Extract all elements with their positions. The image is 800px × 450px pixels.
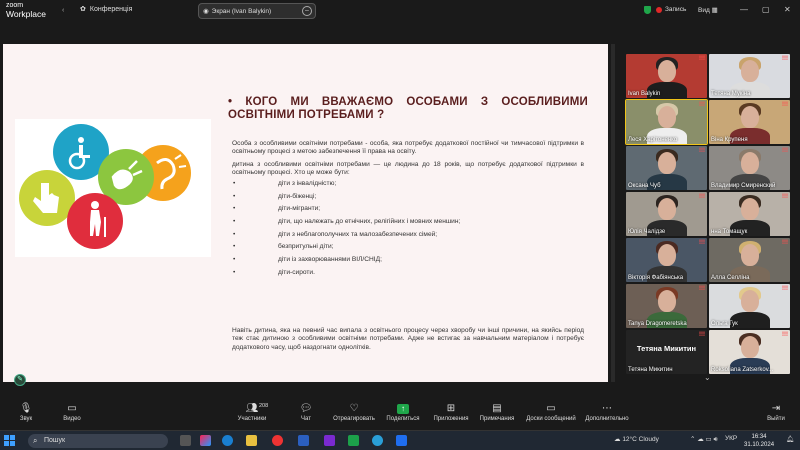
participant-name: Вікторія Фабіянська (628, 275, 684, 281)
muted-mic-icon: !!! (782, 240, 788, 246)
apps-button[interactable] (426, 402, 476, 422)
participant-tile[interactable] (709, 284, 790, 328)
participant-tile[interactable] (626, 100, 707, 144)
participant-tile[interactable] (709, 238, 790, 282)
muted-mic-icon: !!! (699, 102, 705, 108)
muted-mic-icon: !!! (782, 148, 788, 154)
share-button[interactable] (378, 402, 428, 422)
apps-label: Приложения (433, 416, 469, 422)
participant-tile[interactable] (709, 54, 790, 98)
view-label: Вид (698, 7, 710, 14)
participant-name: нна Томащук (711, 229, 748, 235)
copilot-icon[interactable] (200, 435, 211, 446)
muted-mic-icon: !!! (782, 286, 788, 292)
cloud-icon: ☁ (614, 436, 621, 443)
minimize-icon[interactable]: — (740, 5, 748, 14)
title-bar (0, 0, 800, 22)
muted-mic-icon: !!! (782, 56, 788, 62)
muted-mic-icon: !!! (699, 56, 705, 62)
leave-button[interactable] (751, 402, 800, 422)
clock[interactable] (744, 433, 774, 449)
paw-icon: ✿ (80, 6, 86, 13)
list-item: • діти-мігранти; (232, 205, 584, 218)
whiteboard-icon: ▭ (546, 403, 556, 414)
annotate-pen-icon[interactable]: ✎ (14, 374, 26, 386)
clock-time: 16:34 (751, 434, 767, 440)
notes-button[interactable] (472, 402, 522, 422)
participants-label: Участники (237, 416, 267, 422)
video-button[interactable] (47, 402, 97, 422)
clock-date: 31.10.2024 (744, 442, 775, 448)
participant-tile[interactable] (626, 54, 707, 98)
menu-chevron-icon[interactable]: ‹ (62, 7, 65, 14)
taskbar-search[interactable]: ⌕ Пошук (28, 434, 168, 448)
task-view-icon[interactable] (180, 435, 191, 446)
zoom-logo (6, 2, 46, 18)
leave-icon: ⇥ (771, 403, 781, 414)
muted-mic-icon: !!! (782, 194, 788, 200)
share-screen-icon: ↑ (378, 402, 428, 416)
participant-tile[interactable] (626, 238, 707, 282)
close-icon[interactable]: ✕ (784, 5, 791, 14)
whiteboards-label: Доски сообщений (526, 416, 576, 422)
participant-name: Тетяна Мукіна (711, 91, 751, 97)
video-label: Видео (63, 416, 81, 422)
muted-mic-icon: 🎙︎ (19, 403, 33, 414)
muted-mic-icon: !!! (782, 102, 788, 108)
view-menu[interactable]: Вид ▦ (698, 7, 718, 14)
participant-name: Владимир Смиренский (711, 183, 776, 189)
whiteboards-button[interactable] (526, 402, 576, 422)
participant-name: Віна Крупеня (711, 137, 748, 143)
participant-tile[interactable] (709, 192, 790, 236)
list-item: • діти з інвалідністю; (232, 180, 584, 193)
share-label: Поделиться (386, 416, 420, 422)
participant-name: Оксана Чуб (628, 183, 661, 189)
apps-icon: ⊞ (446, 403, 456, 414)
shared-slide (3, 44, 608, 382)
share-label: Экран (Ivan Balykin) (211, 7, 272, 15)
react-label: Отреагировать (333, 416, 375, 422)
windows-taskbar (0, 430, 800, 450)
participant-name: Tanya Dragomeretska (628, 321, 687, 327)
edge-icon[interactable] (222, 435, 233, 446)
slide-title: • КОГО МИ ВВАЖАЄМО ОСОБАМИ З ОСОБЛИВИМИ ОСВІТНІМИ ПОТРЕБАМИ ? (228, 96, 588, 121)
chat-label: Чат (301, 416, 311, 422)
user-avatar-icon: ◉ (203, 8, 209, 15)
logo-top: zoom (6, 2, 24, 9)
muted-mic-icon: !!! (782, 332, 788, 338)
participant-tile[interactable] (709, 100, 790, 144)
windows-start-icon[interactable] (4, 435, 15, 446)
chat-button[interactable] (281, 402, 331, 422)
participants-button[interactable] (227, 402, 277, 422)
splitter-handle[interactable] (611, 44, 615, 382)
participant-gallery (626, 54, 792, 373)
muted-mic-icon: !!! (699, 148, 705, 154)
muted-mic-icon: !!! (699, 286, 705, 292)
tray-icons[interactable]: ⌃ ☁ ▭ 🔊︎ (690, 436, 718, 443)
list-item: • діти із захворюваннями ВІЛ/СНІД; (232, 256, 584, 269)
word-icon[interactable] (298, 435, 309, 446)
explorer-icon[interactable] (246, 435, 257, 446)
list-item: • безпритульні діти; (232, 243, 584, 256)
more-icon: ⋯ (602, 403, 612, 414)
chat-icon: 💬︎ (299, 403, 313, 414)
security-shield-icon[interactable] (644, 6, 651, 14)
leave-label: Выйти (767, 416, 785, 422)
meeting-info[interactable] (80, 5, 132, 13)
participant-count: 208 (259, 403, 269, 409)
meeting-toolbar (0, 400, 800, 430)
audio-label: Звук (19, 416, 33, 422)
gallery-scroll-down-icon[interactable]: ⌄ (704, 373, 711, 382)
definition-paragraph: Особа з особливими освітніми потребами - особа, яка потребує додаткової постійної чи тимчасової підтримки в освітньому процесі з метою забезпечення її права на освіту. (232, 140, 584, 156)
participant-name: Roksoliana Zatserkov... (711, 367, 774, 373)
participant-tile[interactable] (709, 146, 790, 190)
video-off-icon: ▭ (67, 403, 77, 414)
people-icon: 👥︎ (245, 403, 259, 414)
muted-mic-icon: !!! (699, 240, 705, 246)
zoom-taskbar-icon[interactable] (396, 435, 407, 446)
participant-tile[interactable] (626, 146, 707, 190)
logo-bottom: Workplace (6, 9, 46, 19)
notes-icon: ▤ (492, 403, 502, 414)
viber-icon[interactable] (324, 435, 335, 446)
participant-name: Юлія Чалідзе (628, 229, 666, 235)
muted-mic-icon: !!! (699, 194, 705, 200)
participant-tile[interactable] (626, 330, 707, 374)
weather-widget[interactable] (614, 435, 659, 443)
telegram-icon[interactable] (372, 435, 383, 446)
audio-button[interactable] (1, 402, 51, 422)
participant-name: Леся Харітоненко (628, 137, 678, 143)
notifications-icon[interactable]: 🔔︎ (786, 436, 795, 443)
heart-icon: ♡ (349, 403, 359, 414)
record-dot-icon (656, 7, 662, 13)
child-definition-paragraph: дитина з особливими освітніми потребами — це людина до 18 років, що потребує додаткової підтримки в освітньому процесі. Хто це може бути: (232, 161, 584, 177)
video-off-name: Тетяна Микитин (636, 344, 697, 353)
list-item: • діти, що належать до етнічних, релігійних і мовних меншин; (232, 218, 584, 231)
participant-name: Ольга Гук (711, 321, 738, 327)
list-item: • діти-сироти. (232, 269, 584, 282)
meeting-label: Конференція (89, 5, 133, 13)
participant-tile[interactable] (626, 192, 707, 236)
weather-text: 12°C Cloudy (622, 436, 659, 443)
bullet-list (232, 180, 584, 282)
muted-mic-icon: !!! (699, 332, 705, 338)
participant-tile[interactable] (626, 284, 707, 328)
more-button[interactable] (582, 402, 632, 422)
language-indicator[interactable]: УКР (725, 435, 738, 442)
list-item: • діти-біженці; (232, 193, 584, 206)
participant-name: Ivan Balykin (628, 91, 661, 97)
maximize-icon[interactable]: ▢ (762, 5, 770, 14)
notes-label: Примечания (479, 416, 515, 422)
conclusion-paragraph: Навіть дитина, яка на певний час випала з освітнього процесу через хворобу чи інші причини, на якийсь період теж стає дитиною з особливими освітніми потребами. Адже не встигає за навчальним матеріалом і потребує додаткового часу, щоб наздогнати однолітків. (232, 327, 584, 351)
inclusion-illustration (15, 119, 211, 257)
record-label: Запись (665, 6, 687, 13)
recording-indicator[interactable] (656, 6, 686, 13)
participant-name: Тетяна Микитин (628, 367, 673, 373)
participant-name: Алла Селліна (711, 275, 750, 281)
participant-tile[interactable] (709, 330, 790, 374)
chrome-icon[interactable] (272, 435, 283, 446)
screen-share-indicator[interactable] (198, 3, 316, 19)
react-button[interactable] (329, 402, 379, 422)
app-icon[interactable] (348, 435, 359, 446)
list-item: • діти з неблагополучних та малозабезпечених сімей; (232, 231, 584, 244)
stop-view-icon[interactable]: – (302, 6, 312, 16)
more-label: Дополнительно (585, 416, 629, 422)
